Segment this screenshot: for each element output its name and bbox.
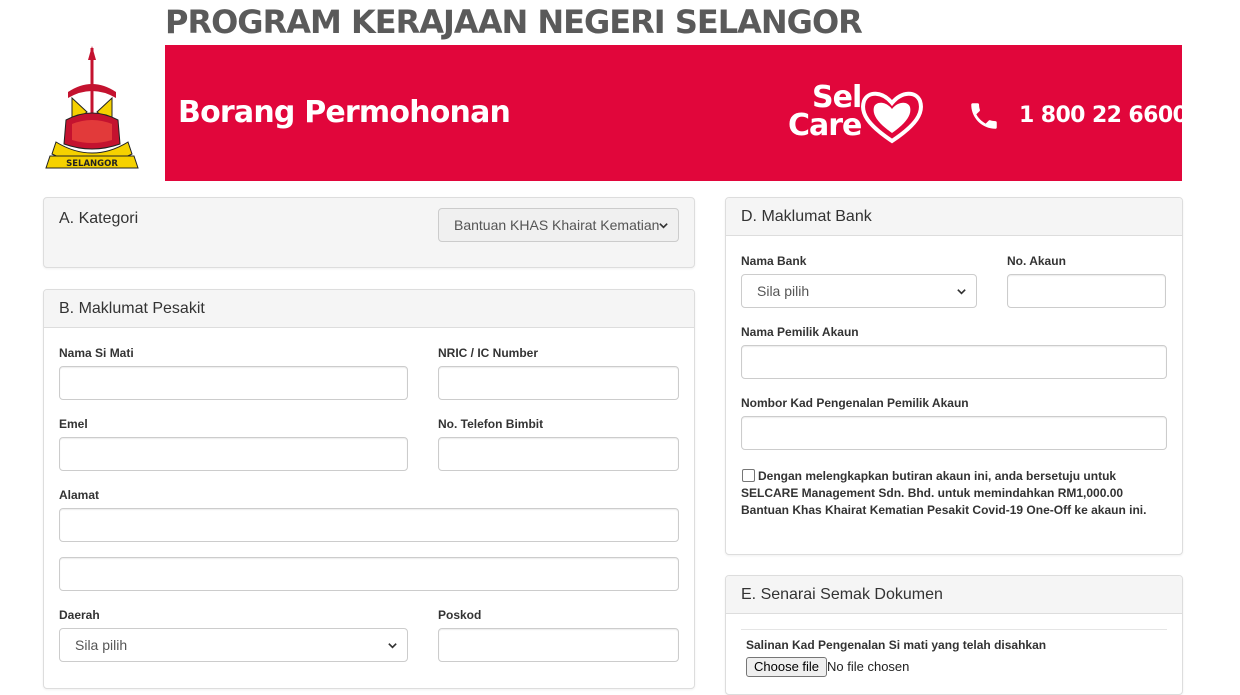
section-e-panel — [725, 575, 1183, 695]
alamat-line1-input[interactable] — [59, 508, 679, 542]
pemilik-label: Nama Pemilik Akaun — [741, 325, 859, 339]
logo-text-top: Sel — [812, 80, 862, 115]
choose-file-button[interactable]: Choose file — [746, 657, 827, 677]
poskod-input[interactable] — [438, 628, 679, 662]
chevron-down-icon — [956, 286, 967, 297]
ic-pemilik-label: Nombor Kad Pengenalan Pemilik Akaun — [741, 396, 969, 410]
daerah-select-value: Sila pilih — [75, 637, 128, 653]
section-a-panel — [43, 197, 695, 268]
alamat-label: Alamat — [59, 488, 100, 502]
chevron-down-icon — [387, 640, 398, 651]
program-title: PROGRAM KERAJAAN NEGERI SELANGOR — [165, 3, 862, 41]
agreement-checkbox[interactable] — [742, 469, 755, 482]
bank-select[interactable] — [741, 274, 977, 308]
telefon-input[interactable] — [438, 437, 679, 471]
pemilik-input[interactable] — [741, 345, 1167, 379]
phone-icon — [967, 99, 1001, 133]
selcare-logo — [788, 79, 928, 147]
nric-input[interactable] — [438, 366, 679, 400]
ic-pemilik-input[interactable] — [741, 416, 1167, 450]
selangor-crest-logo — [42, 46, 142, 176]
section-b-title: B. Maklumat Pesakit — [44, 290, 694, 328]
divider — [741, 629, 1167, 630]
crest-caption: SELANGOR — [66, 159, 118, 169]
header-banner — [165, 45, 1188, 181]
telefon-label: No. Telefon Bimbit — [438, 417, 544, 431]
file-status: No file chosen — [827, 659, 910, 674]
alamat-line2-input[interactable] — [59, 557, 679, 591]
emel-label: Emel — [59, 417, 88, 431]
section-b-panel — [43, 289, 695, 689]
nama-label: Nama Si Mati — [59, 346, 134, 360]
section-a-title: A. Kategori — [59, 210, 139, 227]
akaun-input[interactable] — [1007, 274, 1166, 308]
section-d-panel — [725, 197, 1183, 555]
section-e-title: E. Senarai Semak Dokumen — [726, 576, 1182, 614]
logo-text-bottom: Care — [788, 108, 862, 143]
category-select[interactable] — [438, 208, 679, 242]
nric-label: NRIC / IC Number — [438, 346, 539, 360]
akaun-label: No. Akaun — [1007, 254, 1066, 268]
chevron-down-icon — [658, 220, 669, 231]
hotline-number: 1 800 22 6600 — [1019, 103, 1188, 128]
bank-select-value: Sila pilih — [757, 283, 810, 299]
poskod-label: Poskod — [438, 608, 482, 622]
agreement-line1: Dengan melengkapkan butiran akaun ini, anda bersetuju untuk — [758, 469, 1117, 483]
agreement-line3: Bantuan Khas Khairat Kematian Pesakit Covid-19 One-Off ke akaun ini. — [741, 503, 1147, 517]
section-d-title: D. Maklumat Bank — [726, 198, 1182, 236]
daerah-select[interactable] — [59, 628, 408, 662]
banner-title: Borang Permohonan — [178, 95, 511, 130]
nama-input[interactable] — [59, 366, 408, 400]
agreement-line2: SELCARE Management Sdn. Bhd. untuk memindahkan RM1,000.00 — [741, 486, 1124, 500]
daerah-label: Daerah — [59, 608, 100, 622]
doc1-label: Salinan Kad Pengenalan Si mati yang telah disahkan — [746, 638, 1047, 652]
crest-icon — [42, 46, 142, 176]
bank-label: Nama Bank — [741, 254, 807, 268]
emel-input[interactable] — [59, 437, 408, 471]
category-select-value: Bantuan KHAS Khairat Kematian — [454, 217, 660, 233]
heart-icon — [863, 94, 921, 141]
